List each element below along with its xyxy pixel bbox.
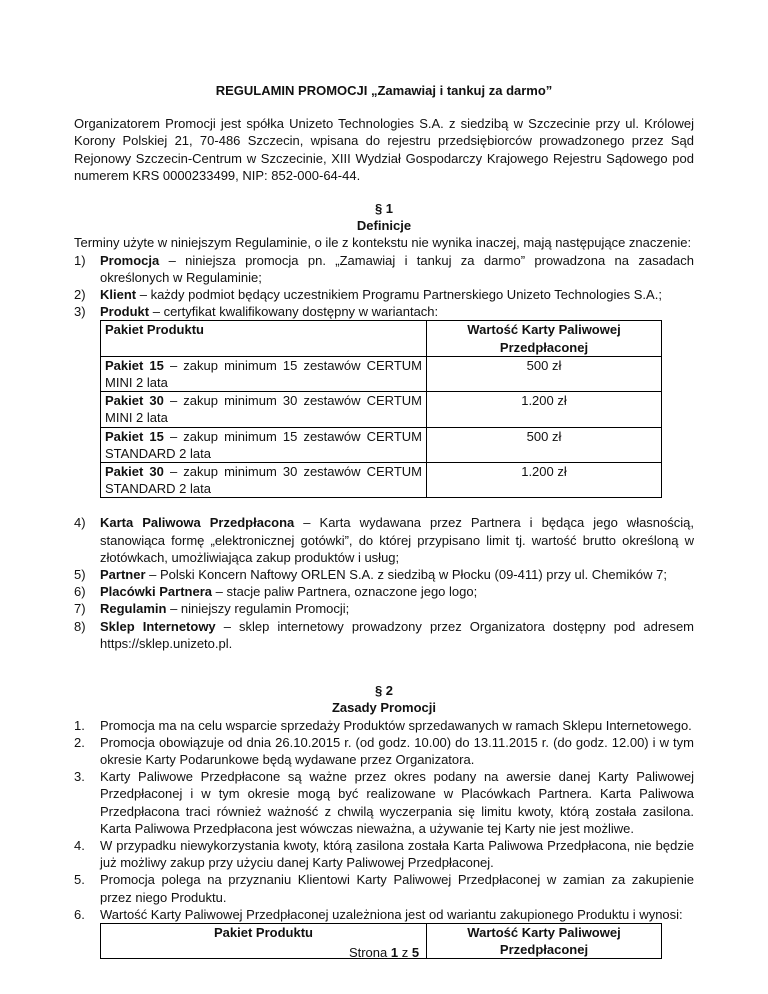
definition-item: 6) Placówki Partnera – stacje paliw Partnera, oznaczone jego logo;	[74, 584, 478, 600]
table-row: Pakiet 15 – zakup minimum 15 zestawów CERTUM MINI 2 lata 500 zł	[101, 356, 662, 391]
section-2-title: Zasady Promocji	[331, 700, 437, 716]
definition-item: 2) Klient – każdy podmiot będący uczestnikiem Programu Partnerskiego Unizeto Technologies S.A.;	[74, 287, 662, 303]
definition-item: 8) Sklep Internetowy – sklep internetowy prowadzony przez Organizatora dostępny pod adresem https://sklep.unizeto.pl.	[74, 618, 694, 651]
table-header-value: Wartość Karty Paliwowej Przedpłaconej	[427, 321, 662, 356]
table-header-package: Pakiet Produktu	[101, 923, 427, 958]
table-header-value: Wartość Karty Paliwowej Przedpłaconej	[427, 923, 662, 958]
document-title: REGULAMIN PROMOCJI „Zamawiaj i tankuj za darmo”	[215, 83, 553, 98]
section-1-lead: Terminy użyte w niniejszym Regulaminie, o ile z kontekstu nie wynika inaczej, mają następujące znaczenie:	[74, 235, 692, 251]
table-row: Pakiet 15 – zakup minimum 15 zestawów CERTUM STANDARD 2 lata 500 zł	[101, 427, 662, 462]
product-table	[100, 320, 662, 498]
page-footer: Strona 1 z 5	[348, 945, 420, 960]
definition-item: 7) Regulamin – niniejszy regulamin Promocji;	[74, 601, 350, 617]
definition-item: 4) Karta Paliwowa Przedpłacona – Karta wydawana przez Partnera i będąca jego własnością, stanowiąca formę „elektronicznej gotówki”, do której przypisano limit tj. wartość brutto określoną w złotówkach, umożliwiająca zakup produktów i usług;	[74, 515, 694, 565]
definition-item: 5) Partner – Polski Koncern Naftowy ORLEN S.A. z siedzibą w Płocku (09-411) przy ul. Chemików 7;	[74, 567, 667, 583]
rule-item: 3. Karty Paliwowe Przedpłacone są ważne przez okres podany na awersie danej Karty Paliwowej Przedpłaconej i w tym okresie mogą być realizowane w Placówkach Partnera. Karta Paliwowa Przedpłacona traci również ważność z chwilą wyczerpania się limitu kwoty, którą została zasilona. Karta Paliwowa Przedpłacona jest wówczas nieważna, a używanie tej Karty nie jest możliwe.	[74, 769, 694, 836]
current-page-number: 1	[390, 945, 399, 960]
table-header-package: Pakiet Produktu	[101, 321, 427, 356]
definitions-list	[74, 252, 694, 321]
rule-item: 5. Promocja polega na przyznaniu Klientowi Karty Paliwowej Przedpłaconej w zamian za zakupienie przez niego Produktu.	[74, 872, 694, 905]
rule-item: 2. Promocja obowiązuje od dnia 26.10.2015 r. (od godz. 10.00) do 13.11.2015 r. (do godz. 12.00) i w tym okresie Karty Podarunkowe będą wydawane przez Organizatora.	[74, 734, 694, 767]
section-1-number: § 1	[374, 201, 394, 217]
document-page	[74, 82, 694, 959]
rule-item: 6. Wartość Karty Paliwowej Przedpłaconej uzależniona jest od wariantu zakupionego Produktu i wynosi:	[74, 906, 683, 922]
intro-paragraph: Organizatorem Promocji jest spółka Unizeto Technologies S.A. z siedzibą w Szczecinie przy ul. Królowej Korony Polskiej 21, 70-486 Szczecin, wpisana do rejestru przedsiębiorców prowadzonego przez Sąd Rejonowy Szczecin-Centrum w Szczecinie, XIII Wydział Gospodarczy Krajowego Rejestru Sądowego pod numerem KRS 0000233499, NIP: 852-000-64-44.	[74, 116, 694, 183]
rule-item: 1. Promocja ma na celu wsparcie sprzedaży Produktów sprzedawanych w ramach Sklepu Internetowego.	[74, 717, 692, 733]
rules-list	[74, 717, 694, 923]
section-1-title: Definicje	[356, 218, 412, 234]
total-pages-number: 5	[411, 945, 420, 960]
rule-item: 4. W przypadku niewykorzystania kwoty, którą zasilona została Karta Paliwowa Przedpłacona, nie będzie już możliwy zakup przy użyciu danej Karty Paliwowej Przedpłaconej.	[74, 837, 694, 871]
table-header-row	[101, 321, 662, 356]
section-2-number: § 2	[374, 683, 394, 699]
table-row: Pakiet 30 – zakup minimum 30 zestawów CERTUM MINI 2 lata 1.200 zł	[101, 392, 662, 427]
table-row: Pakiet 30 – zakup minimum 30 zestawów CERTUM STANDARD 2 lata 1.200 zł	[101, 463, 662, 498]
definition-item: 1) Promocja – niniejsza promocja pn. „Zamawiaj i tankuj za darmo” prowadzona na zasadach określonych w Regulaminie;	[74, 252, 694, 285]
definition-item: 3) Produkt – certyfikat kwalifikowany dostępny w wariantach:	[74, 304, 439, 320]
definitions-list-continued	[74, 514, 694, 652]
